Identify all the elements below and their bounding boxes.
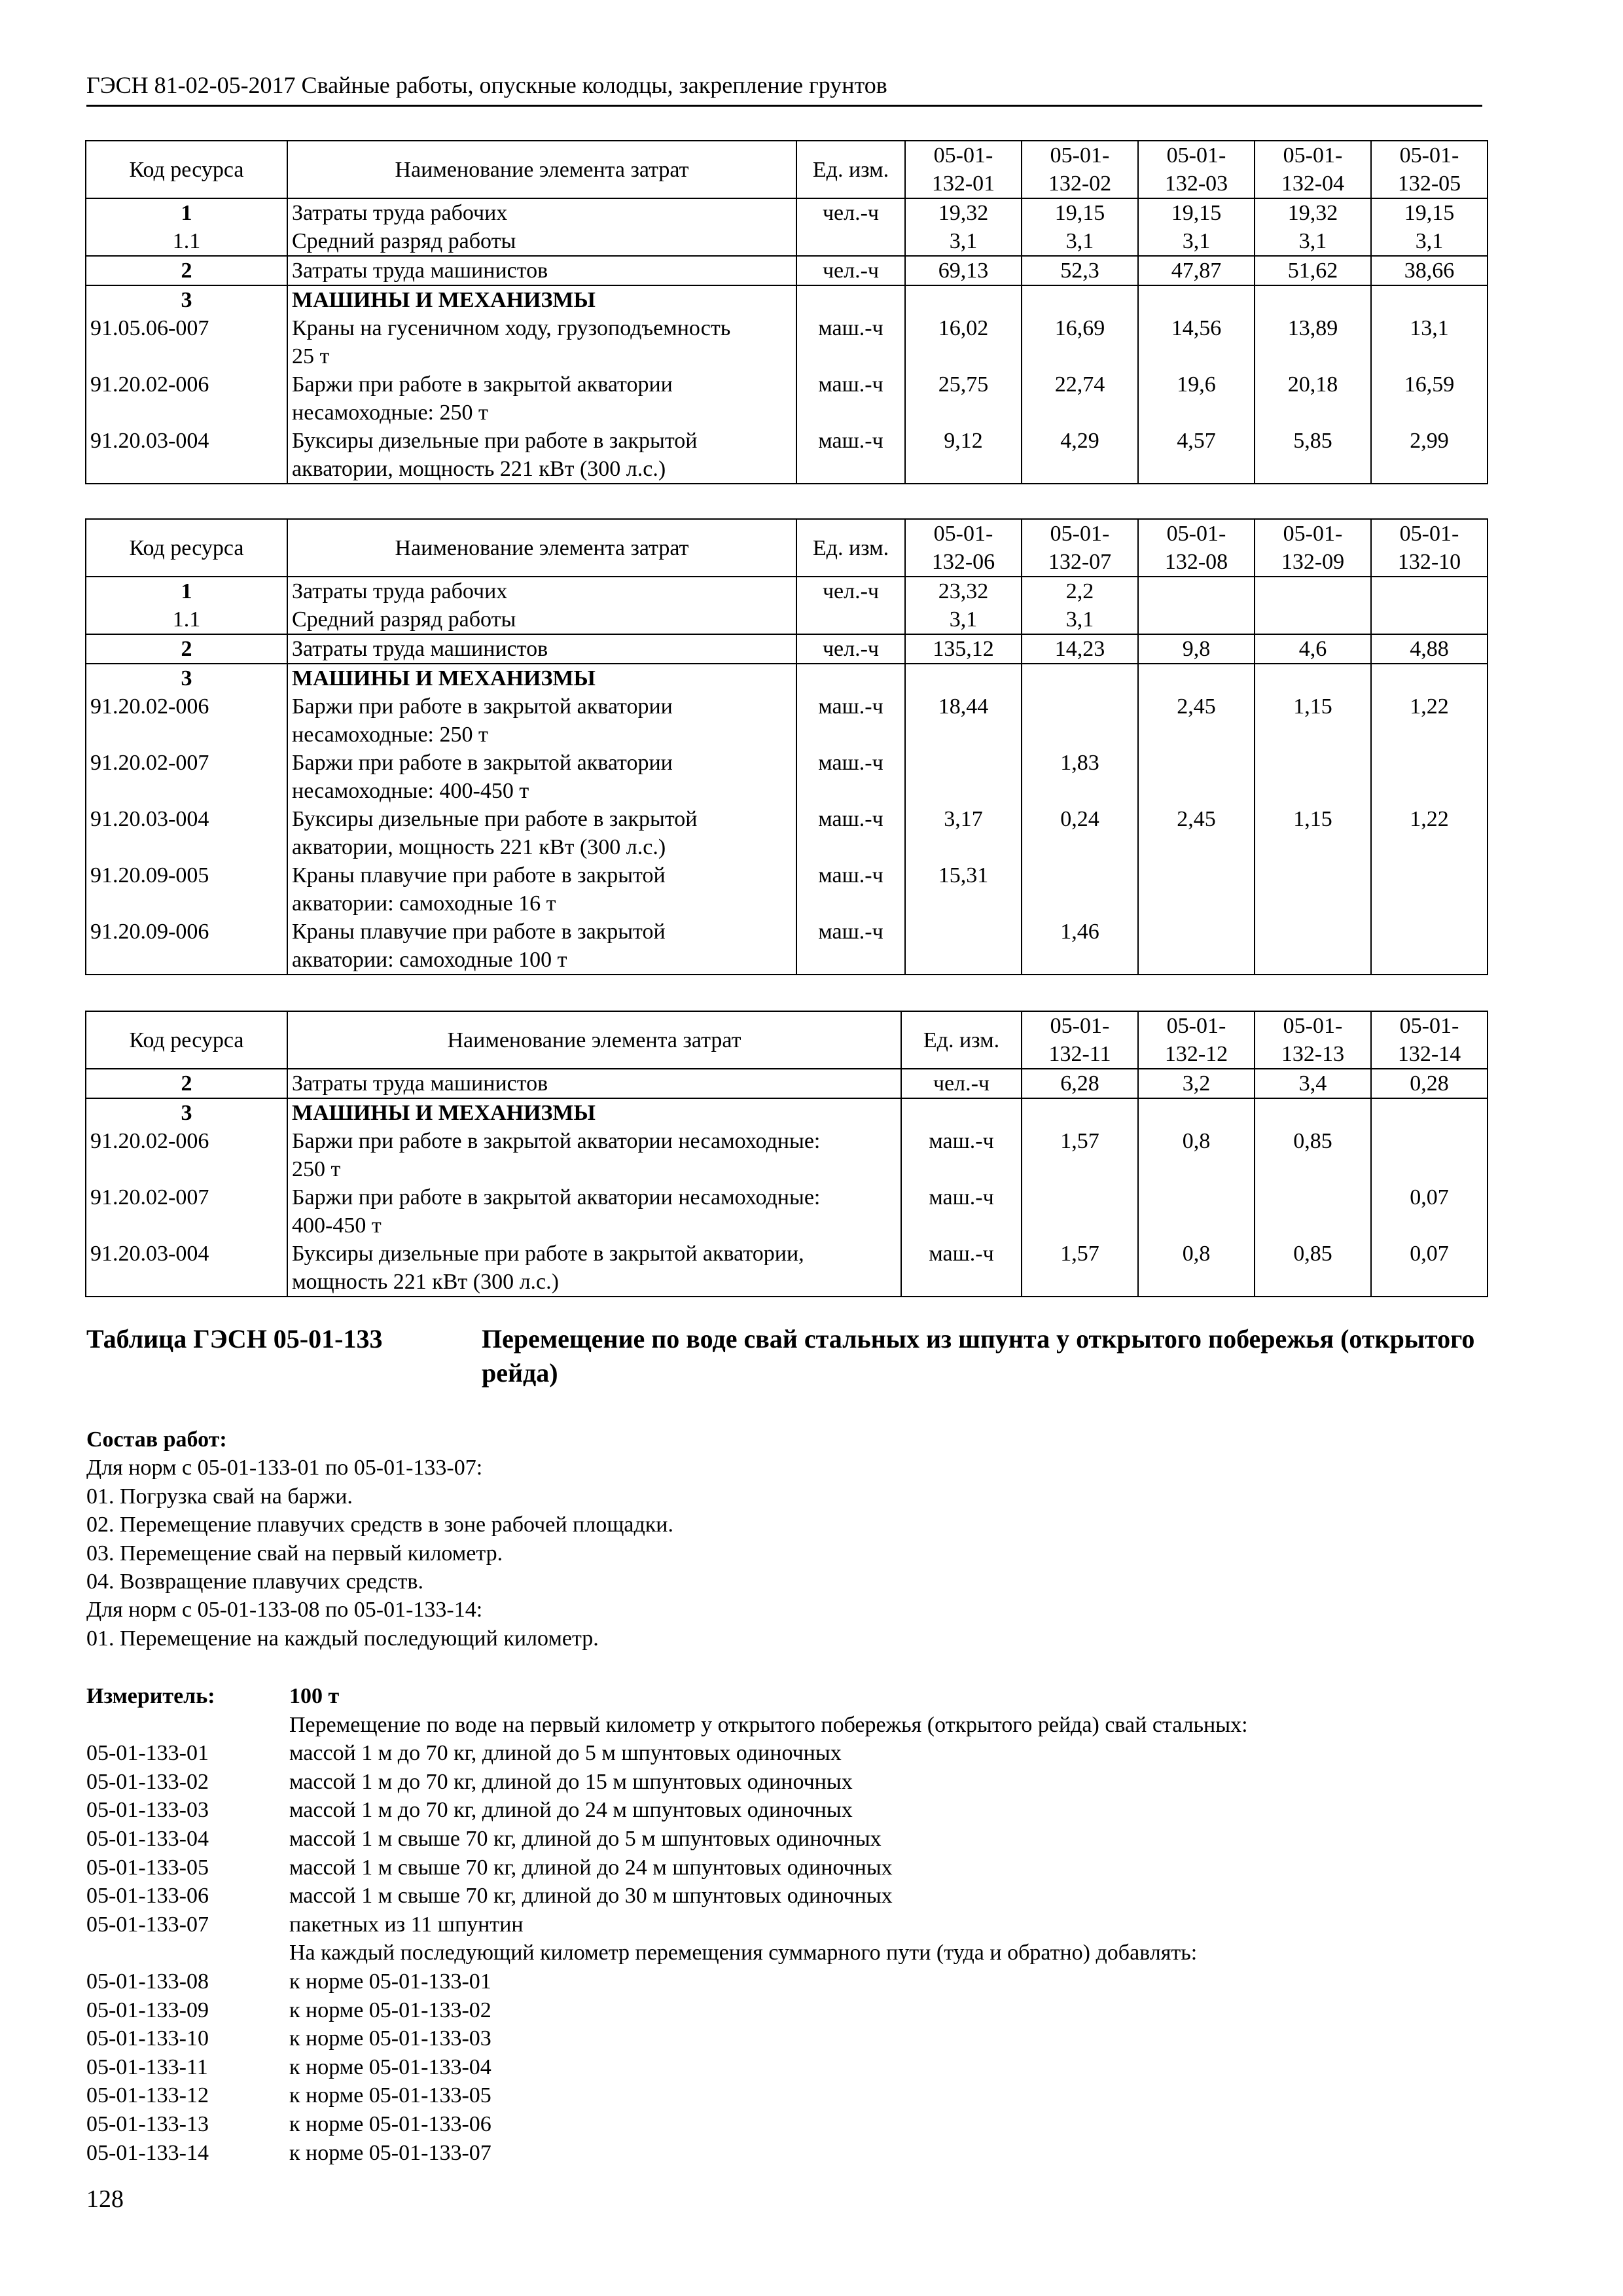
header-norm-132-11: 05-01- 132-11 (1022, 1011, 1138, 1069)
header-norm-132-05: 05-01- 132-05 (1371, 141, 1488, 198)
header-norm-132-04: 05-01- 132-04 (1255, 141, 1371, 198)
table-title-text: Перемещение по воде свай стальных из шпунта у открытого побережья (открытого рейда) (482, 1324, 1475, 1388)
table-row: 91.05.06-007 Краны на гусеничном ходу, грузоподъемность 25 т маш.-ч 16,02 16,69 14,56 13,89 13,1 (86, 314, 1488, 370)
header-norm-132-12: 05-01- 132-12 (1138, 1011, 1255, 1069)
header-norm-132-03: 05-01- 132-03 (1138, 141, 1255, 198)
header-norm-132-01: 05-01- 132-01 (905, 141, 1022, 198)
list-item: 01. Перемещение на каждый последующий километр. (86, 1626, 599, 1651)
header-norm-132-10: 05-01- 132-10 (1371, 519, 1488, 577)
header-name: Наименование элемента затрат (287, 519, 796, 577)
work-composition (86, 1426, 673, 1653)
list-item: 02. Перемещение плавучих средств в зоне рабочей площадки. (86, 1513, 673, 1537)
header-norm-132-14: 05-01- 132-14 (1371, 1011, 1488, 1069)
table-row: 3 МАШИНЫ И МЕХАНИЗМЫ (86, 664, 1488, 692)
list-item: Для норм с 05-01-133-08 по 05-01-133-14: (86, 1598, 483, 1623)
page-number: 128 (86, 2185, 124, 2213)
resource-table-132-01-05 (85, 140, 1488, 484)
table-row: 91.20.02-006 Баржи при работе в закрытой акватории несамоходные: 250 т маш.-ч 18,44 2,45 1,15 1,22 (86, 692, 1488, 749)
measure-label: Измеритель: (86, 1684, 215, 1708)
work-composition-heading: Состав работ: (86, 1427, 227, 1452)
measure-value: 100 т (289, 1684, 340, 1708)
table-row: 91.20.03-004 Буксиры дизельные при работе в закрытой акватории, мощность 221 кВт (300 л.с.) маш.-ч 1,57 0,8 0,85 0,07 (86, 1240, 1488, 1297)
header-norm-132-13: 05-01- 132-13 (1255, 1011, 1371, 1069)
table-row: 1 1.1 Затраты труда рабочих Средний разряд работы чел.-ч 19,32 3,1 19,15 3,1 19,15 3,1 19,32 3,1 19,15 3,1 (86, 198, 1488, 256)
header-name: Наименование элемента затрат (287, 1011, 901, 1069)
list-item: 03. Перемещение свай на первый километр. (86, 1541, 503, 1566)
table-row: 3 МАШИНЫ И МЕХАНИЗМЫ (86, 1098, 1488, 1127)
header-unit: Ед. изм. (901, 1011, 1022, 1069)
table-row: 2 Затраты труда машинистов чел.-ч 69,13 52,3 47,87 51,62 38,66 (86, 256, 1488, 285)
table-row: 3 МАШИНЫ И МЕХАНИЗМЫ (86, 285, 1488, 314)
header-norm-132-02: 05-01- 132-02 (1022, 141, 1138, 198)
table-row: 91.20.09-005 Краны плавучие при работе в закрытой акватории: самоходные 16 т маш.-ч 15,31 (86, 861, 1488, 918)
table-row: 2 Затраты труда машинистов чел.-ч 135,12 14,23 9,8 4,6 4,88 (86, 634, 1488, 664)
table-row: 91.20.02-007 Баржи при работе в закрытой акватории несамоходные: 400-450 т маш.-ч 0,07 (86, 1183, 1488, 1240)
running-header: ГЭСН 81-02-05-2017 Свайные работы, опускные колодцы, закрепление грунтов (86, 73, 1482, 107)
header-norm-132-06: 05-01- 132-06 (905, 519, 1022, 577)
resource-table-132-06-10 (85, 518, 1488, 975)
list-item: 04. Возвращение плавучих средств. (86, 1570, 423, 1594)
table-title-label: Таблица ГЭСН 05-01-133 (86, 1324, 383, 1354)
table-row: 91.20.02-007 Баржи при работе в закрытой акватории несамоходные: 400-450 т маш.-ч 1,83 (86, 749, 1488, 805)
list-item: 01. Погрузка свай на баржи. (86, 1484, 353, 1509)
header-code: Код ресурса (86, 141, 287, 198)
header-code: Код ресурса (86, 1011, 287, 1069)
table-row: 2 Затраты труда машинистов чел.-ч 6,28 3,2 3,4 0,28 (86, 1069, 1488, 1098)
header-norm-132-09: 05-01- 132-09 (1255, 519, 1371, 577)
resource-table-132-11-14 (85, 1011, 1488, 1297)
header-code: Код ресурса (86, 519, 287, 577)
table-row: 91.20.02-006 Баржи при работе в закрытой акватории несамоходные: 250 т маш.-ч 1,57 0,8 0,85 (86, 1127, 1488, 1183)
header-norm-132-07: 05-01- 132-07 (1022, 519, 1138, 577)
table-row: 91.20.03-004 Буксиры дизельные при работе в закрытой акватории, мощность 221 кВт (300 л.с.) маш.-ч 9,12 4,29 4,57 5,85 2,99 (86, 427, 1488, 484)
table-row: 91.20.09-006 Краны плавучие при работе в закрытой акватории: самоходные 100 т маш.-ч 1,46 (86, 918, 1488, 975)
table-row: 91.20.02-006 Баржи при работе в закрытой акватории несамоходные: 250 т маш.-ч 25,75 22,74 19,6 20,18 16,59 (86, 370, 1488, 427)
header-norm-132-08: 05-01- 132-08 (1138, 519, 1255, 577)
header-unit: Ед. изм. (796, 141, 905, 198)
header-unit: Ед. изм. (796, 519, 905, 577)
header-name: Наименование элемента затрат (287, 141, 796, 198)
list-item: Для норм с 05-01-133-01 по 05-01-133-07: (86, 1456, 483, 1480)
table-row: 91.20.03-004 Буксиры дизельные при работе в закрытой акватории, мощность 221 кВт (300 л.с.) маш.-ч 3,17 0,24 2,45 1,15 1,22 (86, 805, 1488, 861)
table-row: 1 1.1 Затраты труда рабочих Средний разряд работы чел.-ч 23,32 3,1 2,2 3,1 (86, 577, 1488, 634)
